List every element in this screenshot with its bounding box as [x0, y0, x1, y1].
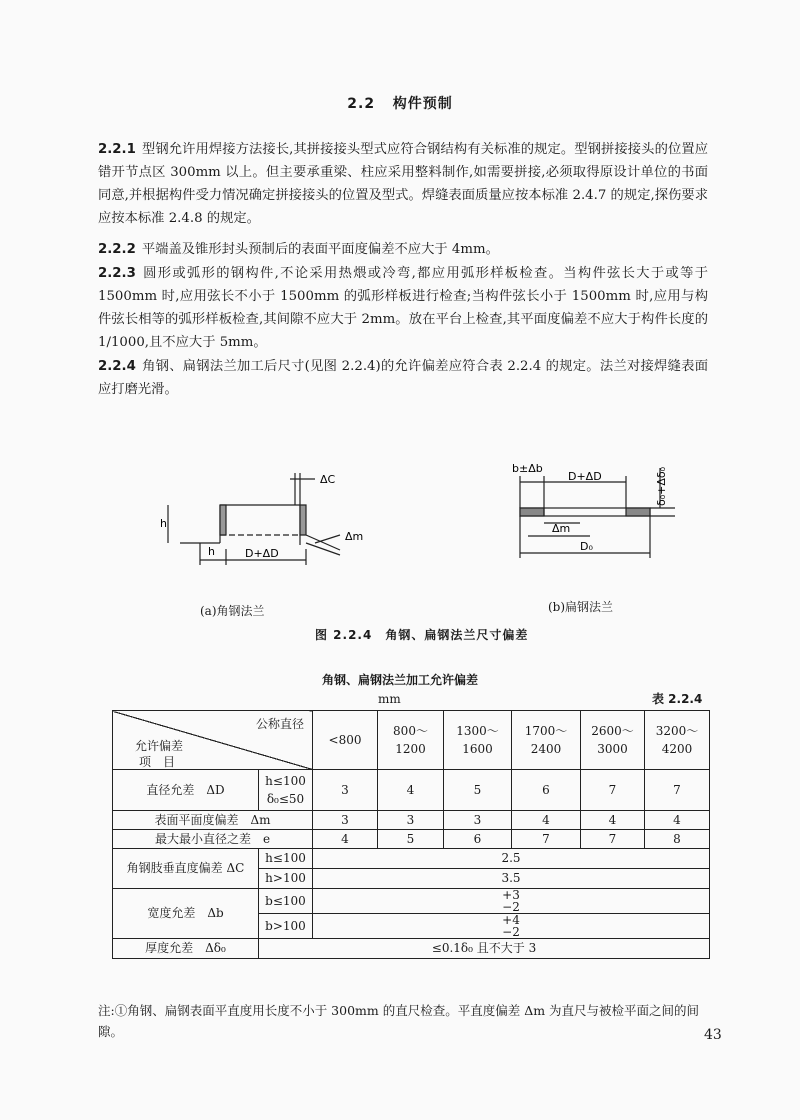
section-title-text: 构件预制 [392, 96, 453, 112]
cell: 3 [444, 811, 512, 830]
figure-a-label: (a)角钢法兰 [200, 604, 265, 618]
dim-delta-label: δ₀+Δδ₀ [655, 466, 668, 506]
table-row [113, 939, 710, 959]
dim-d-label: D+ΔD [245, 547, 279, 560]
cell: 7 [645, 770, 710, 811]
cell: 8 [645, 830, 710, 849]
cell: 7 [581, 830, 645, 849]
row-label: 最大最小直径之差 e [113, 830, 313, 849]
cell: 4 [313, 830, 378, 849]
header-col-text: <800 [328, 732, 362, 747]
table-row [113, 811, 710, 830]
clause-number: 2.2.3 [98, 266, 136, 281]
condition-text: δ₀≤50 [266, 792, 305, 806]
header-col-text: 800～ [393, 724, 428, 738]
cell: 5 [444, 770, 512, 811]
cell: 4 [645, 811, 710, 830]
table-note: 注:①角钢、扁钢表面平直度用长度不小于 300mm 的直尺检查。平直度偏差 Δm 为直尺与被检平面之间的间隙。 [98, 1003, 700, 1039]
header-col [645, 711, 710, 770]
header-col-text: 3200～ [655, 724, 699, 738]
header-col-text: 4200 [661, 742, 693, 756]
cell: 7 [581, 770, 645, 811]
row-label: 厚度允差 Δδ₀ [113, 939, 259, 959]
cell: 6 [444, 830, 512, 849]
cell: 7 [512, 830, 581, 849]
cell-text: +3 [502, 888, 520, 902]
header-col [512, 711, 581, 770]
cell-text: −2 [502, 925, 520, 939]
table-row [113, 830, 710, 849]
header-col [581, 711, 645, 770]
section-title [0, 93, 800, 113]
row-label: 宽度允差 Δb [113, 889, 259, 939]
table-unit: mm [378, 692, 401, 706]
row-condition: h≤100 [259, 849, 313, 869]
cell-text: +4 [502, 913, 520, 927]
header-col-text: 1300～ [456, 724, 499, 738]
cell [313, 914, 710, 939]
header-tolerance: 允许偏差 [135, 739, 184, 753]
table-row [113, 889, 710, 914]
angle-flange-drawing [150, 465, 380, 595]
dim-dm-label: Δm [345, 530, 364, 543]
header-col-text: 1200 [395, 742, 426, 756]
row-condition [259, 770, 313, 811]
header-nominal-diameter: 公称直径 [255, 717, 304, 731]
table-row [113, 849, 710, 869]
clause-text: 型钢允许用焊接方法接长,其拼接接头型式应符合钢结构有关标准的规定。型钢拼接接头的位置应错开节点区 300mm 以上。但主要承重梁、柱应采用整料制作,如需要拼接,必须取得原设计单位的书面同意,并根据构件受力情况确定拼接接头的位置及型式。焊缝表面质量应按本标准 2.4.7 的规定,探伤要求应按本标准 2.4.8 的规定。 [98, 142, 708, 226]
table-header-row [113, 711, 710, 770]
row-condition: b>100 [259, 914, 313, 939]
row-label: 角钢肢垂直度偏差 ΔC [113, 849, 259, 889]
paragraph-2-2-4 [98, 355, 708, 401]
dim-d-label: D+ΔD [568, 470, 602, 483]
cell: 3 [313, 811, 378, 830]
header-col-text: 1600 [462, 742, 493, 756]
row-label: 表面平面度偏差 Δm [113, 811, 313, 830]
figure-caption: 图 2.2.4 角钢、扁钢法兰尺寸偏差 [315, 628, 529, 642]
row-condition: h>100 [259, 869, 313, 889]
clause-number: 2.2.2 [98, 242, 136, 257]
cell: 4 [378, 770, 444, 811]
tolerance-table [112, 710, 710, 959]
dim-dm-label: Δm [552, 522, 571, 535]
header-col-text: 2400 [530, 742, 562, 756]
dim-h-label: h [160, 517, 167, 530]
clause-text: 角钢、扁钢法兰加工后尺寸(见图 2.2.4)的允许偏差应符合表 2.2.4 的规定。法兰对接焊缝表面应打磨光滑。 [98, 359, 708, 397]
condition-text: h≤100 [265, 774, 306, 788]
cell: 4 [581, 811, 645, 830]
cell: 6 [512, 770, 581, 811]
dim-h2-label: h [208, 545, 215, 558]
paragraph-2-2-3 [98, 262, 708, 354]
header-col [378, 711, 444, 770]
dim-b-label: b±Δb [512, 462, 543, 475]
row-condition: b≤100 [259, 889, 313, 914]
table-title: 角钢、扁钢法兰加工允许偏差 [321, 673, 478, 687]
header-col [313, 711, 378, 770]
figure-b-label: (b)扁钢法兰 [548, 600, 614, 614]
paragraph-2-2-2 [98, 238, 708, 261]
clause-text: 平端盖及锥形封头预制后的表面平面度偏差不应大于 4mm。 [141, 242, 499, 257]
header-col-text: 2600～ [591, 724, 634, 738]
cell [313, 889, 710, 914]
dim-dc-label: ΔC [320, 473, 336, 486]
cell: 3.5 [313, 869, 710, 889]
paragraph-2-2-1 [98, 138, 708, 230]
table-row [113, 770, 710, 811]
flat-flange-drawing [500, 458, 680, 583]
dim-do-label: D₀ [580, 540, 593, 553]
cell: 5 [378, 830, 444, 849]
section-number: 2.2 [347, 96, 376, 112]
page-number: 43 [704, 1027, 722, 1043]
header-col-text: 3000 [597, 742, 628, 756]
cell: 4 [512, 811, 581, 830]
table-header-diagonal [113, 711, 313, 770]
header-col [444, 711, 512, 770]
cell: 3 [313, 770, 378, 811]
clause-text: 圆形或弧形的钢构件,不论采用热煨或冷弯,都应用弧形样板检查。当构件弦长大于或等于 1500mm 时,应用弦长不小于 1500mm 的弧形样板进行检查;当构件弦长小于 1500mm 时,应用与构件弦长相等的弧形样板检查,其间隙不应大于 2mm。放在平台上检查,其平面度偏差不应大于构件长度的 1/1000,且不应大于 5mm。 [98, 266, 708, 350]
header-item: 项 目 [139, 755, 176, 769]
header-col-text: 1700～ [524, 724, 568, 738]
cell: 2.5 [313, 849, 710, 869]
row-label: 直径允差 ΔD [113, 770, 259, 811]
clause-number: 2.2.4 [98, 359, 136, 374]
cell: 3 [378, 811, 444, 830]
cell: ≤0.1δ₀ 且不大于 3 [259, 939, 710, 959]
clause-number: 2.2.1 [98, 142, 136, 157]
cell-text: −2 [502, 900, 520, 914]
table-number: 表 2.2.4 [652, 692, 703, 706]
